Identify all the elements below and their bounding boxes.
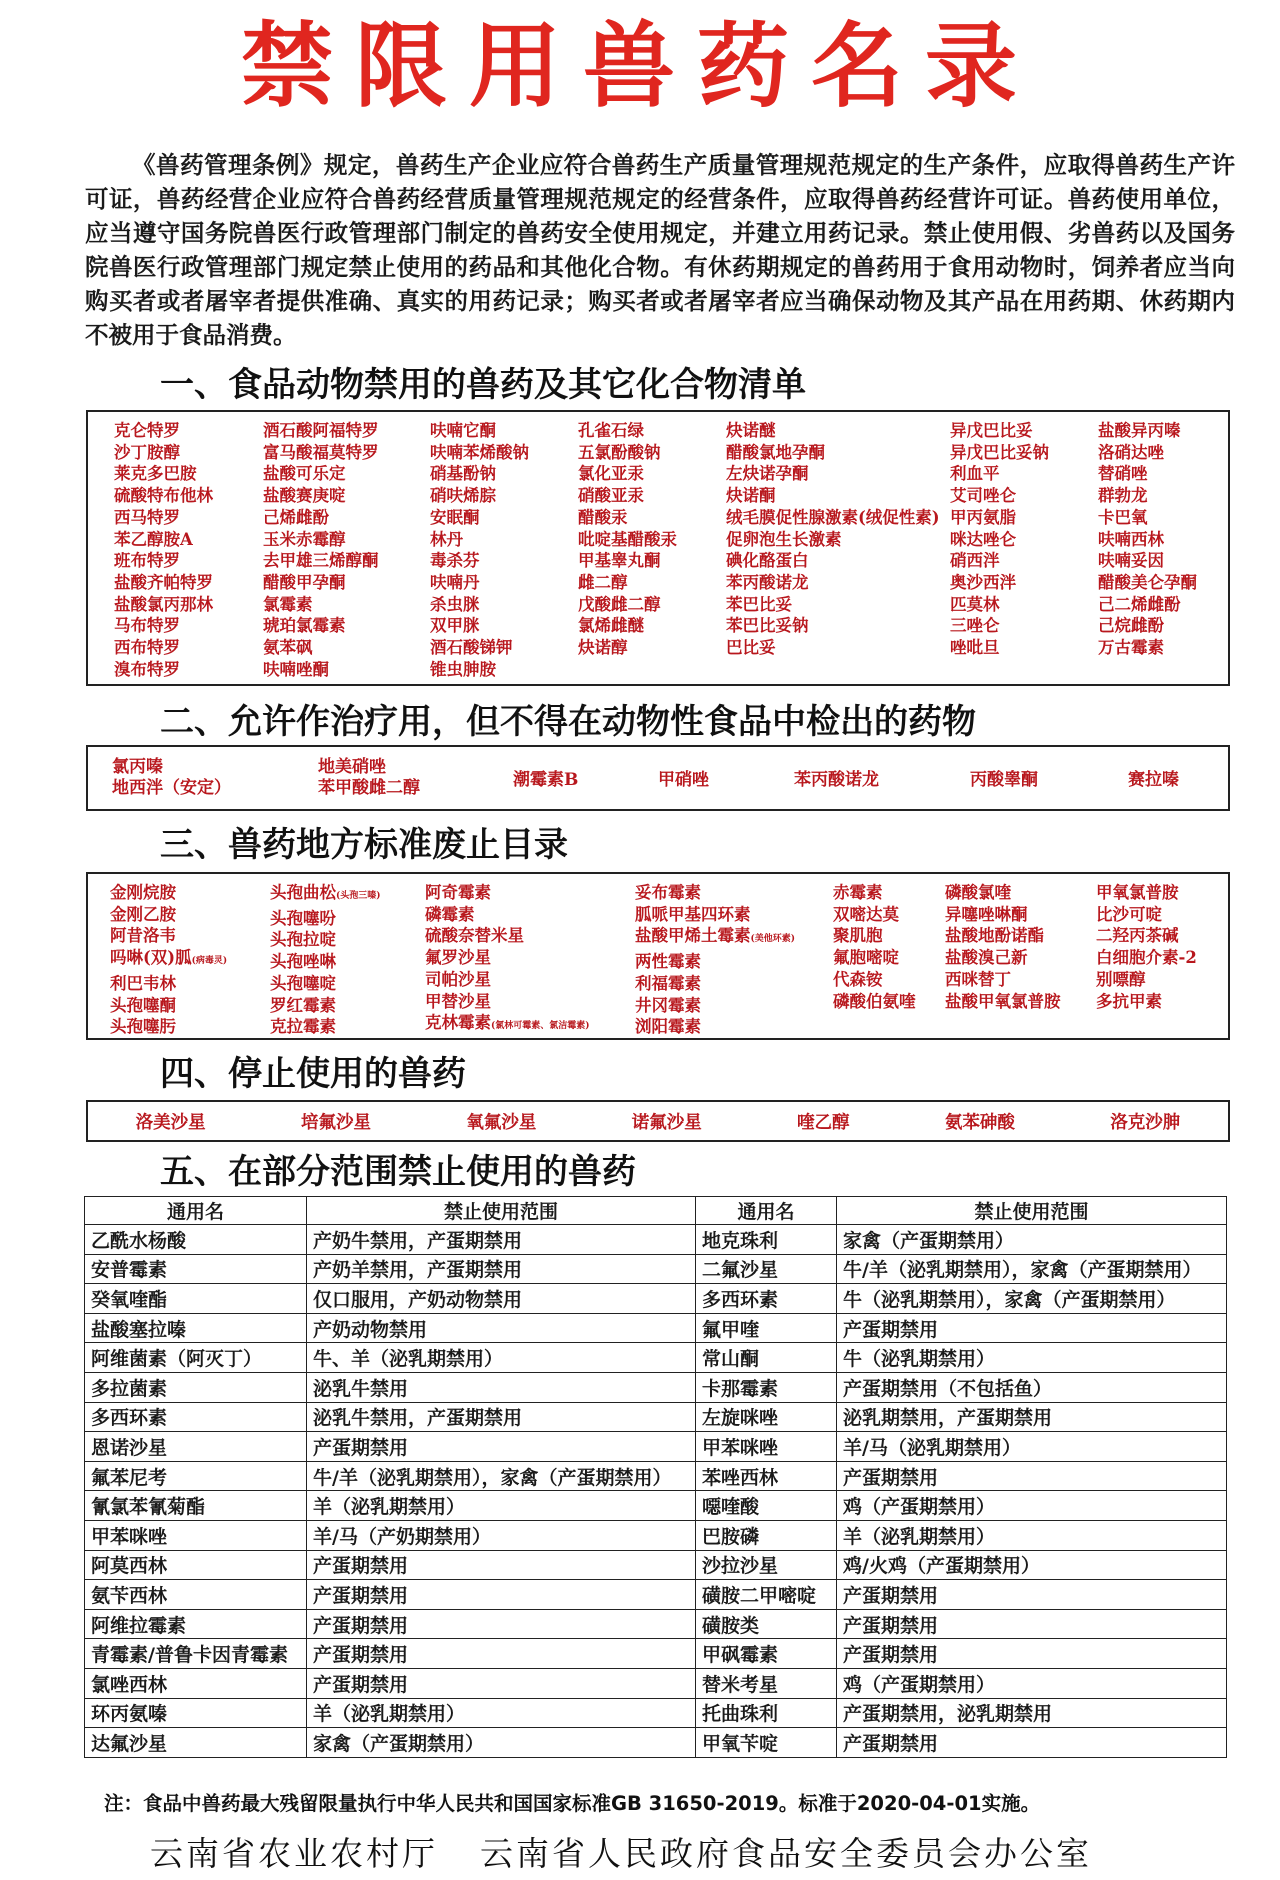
drug-item: 醋酸汞: [578, 507, 628, 527]
drug-item: 甲丙氨脂: [950, 507, 1016, 527]
drug-alias-note: (氯林可霉素、氯洁霉素): [491, 1021, 590, 1032]
drug-item: 盐酸氯丙那林: [114, 594, 213, 614]
drug-item: 盐酸甲烯土霉素(美他环素): [635, 926, 796, 946]
section3-column: [270, 882, 381, 1038]
drug-item: 毒杀芬: [430, 551, 480, 571]
drug-item: 万古霉素: [1098, 638, 1164, 658]
prohibited-scope-cell: 产蛋期禁用: [837, 1580, 1227, 1610]
table-row: [85, 1225, 1227, 1255]
drug-item: 醋酸甲孕酮: [263, 572, 346, 592]
drug-item: 利福霉素: [635, 973, 701, 993]
prohibited-scope-cell: 产奶动物禁用: [307, 1313, 696, 1343]
table-row: [85, 1254, 1227, 1284]
drug-item: 林丹: [430, 529, 463, 549]
drug-name-cell: 噁喹酸: [696, 1491, 837, 1521]
table-row: [85, 1372, 1227, 1402]
prohibited-scope-cell: 家禽（产蛋期禁用）: [307, 1728, 696, 1758]
drug-name-cell: 氟甲喹: [696, 1313, 837, 1343]
drug-item: 吗啉(双)胍(病毒灵): [110, 948, 228, 968]
section3-box: [86, 872, 1230, 1040]
prohibited-scope-cell: 泌乳期禁用，产蛋期禁用: [837, 1402, 1227, 1432]
drug-item: 聚肌胞: [833, 926, 883, 946]
drug-item: 二羟丙茶碱: [1096, 926, 1179, 946]
drug-item: 硝呋烯腙: [430, 486, 496, 506]
footnote: 注：食品中兽药最大残留限量执行中华人民共和国国家标准GB 31650-2019。标准于2020-04-01实施。: [104, 1792, 1041, 1815]
drug-item: 罗红霉素: [270, 995, 336, 1015]
prohibited-scope-cell: 牛、羊（泌乳期禁用）: [307, 1343, 696, 1373]
table-row: [85, 1580, 1227, 1610]
drug-item: 班布特罗: [114, 551, 180, 571]
section2-item: 地西泮（安定）: [112, 778, 231, 798]
drug-alias-note: (美他环素): [750, 934, 796, 945]
section2-item: 甲硝唑: [658, 770, 709, 790]
table-row: [85, 1491, 1227, 1521]
drug-item: 盐酸可乐定: [263, 464, 346, 484]
drug-item: 氨苯砜: [263, 638, 313, 658]
drug-item: 头孢噻啶: [270, 973, 336, 993]
section2-item: 丙酸睾酮: [970, 770, 1038, 790]
drug-item: 氯霉素: [263, 594, 313, 614]
prohibited-scope-cell: 产蛋期禁用: [307, 1432, 696, 1462]
drug-item: 炔诺醇: [578, 638, 628, 658]
section2-item: 潮霉素B: [513, 770, 579, 790]
drug-item: 西咪替丁: [945, 969, 1011, 989]
drug-item: 胍哌甲基四环素: [635, 904, 751, 924]
section4-item: 诺氟沙星: [631, 1112, 702, 1133]
drug-item: 溴布特罗: [114, 659, 180, 679]
drug-item: 杀虫脒: [430, 594, 480, 614]
section2-item: 苯甲酸雌二醇: [318, 778, 420, 798]
section2-heading: 二、允许作治疗用，但不得在动物性食品中检出的药物: [160, 702, 976, 742]
drug-item: 克仑特罗: [114, 421, 180, 440]
drug-item: 盐酸地酚诺酯: [945, 926, 1044, 946]
drug-name-cell: 苯唑西林: [696, 1461, 837, 1491]
drug-item: 硫酸奈替米星: [425, 926, 524, 946]
drug-item: 头孢曲松(头孢三嗪): [270, 883, 381, 902]
section1-heading: 一、食品动物禁用的兽药及其它化合物清单: [160, 365, 806, 405]
drug-item: 呋喃西林: [1098, 529, 1164, 549]
drug-item: 氟罗沙星: [425, 948, 491, 968]
table-row: [85, 1313, 1227, 1343]
drug-item: 西马特罗: [114, 507, 180, 527]
drug-item: 绒毛膜促性腺激素(绒促性素): [726, 507, 940, 527]
section3-column: [945, 882, 1061, 1012]
drug-name-cell: 常山酮: [696, 1343, 837, 1373]
header-prohibited-scope: 禁止使用范围: [837, 1197, 1227, 1225]
drug-item: 多抗甲素: [1096, 991, 1162, 1011]
drug-item: 雌二醇: [578, 572, 628, 592]
drug-item: 安眠酮: [430, 507, 480, 527]
drug-item: 己烷雌酚: [1098, 616, 1164, 636]
header-generic-name: 通用名: [85, 1197, 307, 1225]
intro-paragraph: 《兽药管理条例》规定，兽药生产企业应符合兽药生产质量管理规范规定的生产条件，应取得兽药生产许可证，兽药经营企业应符合兽药经营质量管理规范规定的经营条件，应取得兽药经营许可证。兽药使用单位，应当遵守国务院兽医行政管理部门制定的兽药安全使用规定，并建立用药记录。禁止使用假、劣兽药以及国务院兽医行政管理部门规定禁止使用的药品和其他化合物。有休药期规定的兽药用于食用动物时，饲养者应当向购买者或者屠宰者提供准确、真实的用药记录；购买者或者屠宰者应当确保动物及其产品在用药期、休药期内不被用于食品消费。: [85, 151, 1235, 349]
section4-item: 洛克沙胂: [1110, 1112, 1181, 1133]
drug-item: 替硝唑: [1098, 464, 1148, 484]
drug-item: 盐酸甲氧氯普胺: [945, 991, 1061, 1011]
drug-item: 阿奇霉素: [425, 883, 491, 902]
prohibited-scope-cell: 牛/羊（泌乳期禁用），家禽（产蛋期禁用）: [837, 1254, 1227, 1284]
table-row: [85, 1432, 1227, 1462]
section5-heading: 五、在部分范围禁止使用的兽药: [160, 1152, 636, 1192]
prohibited-scope-cell: 牛/羊（泌乳期禁用），家禽（产蛋期禁用）: [307, 1461, 696, 1491]
drug-item: 去甲雄三烯醇酮: [263, 551, 379, 571]
section3-heading: 三、兽药地方标准废止目录: [160, 825, 568, 865]
drug-item: 浏阳霉素: [635, 1017, 701, 1037]
drug-name-cell: 癸氧喹酯: [85, 1284, 307, 1314]
drug-item: 井冈霉素: [635, 995, 701, 1015]
drug-name-cell: 多西环素: [85, 1402, 307, 1432]
header-prohibited-scope: 禁止使用范围: [307, 1197, 696, 1225]
prohibited-scope-cell: 鸡（产蛋期禁用）: [837, 1491, 1227, 1521]
drug-item: 唑吡旦: [950, 638, 1000, 658]
drug-item: 匹莫林: [950, 594, 1000, 614]
drug-name-cell: 左旋咪唑: [696, 1402, 837, 1432]
drug-item: 盐酸异丙嗪: [1098, 421, 1181, 440]
section3-column: [110, 882, 227, 1038]
drug-item: 比沙可啶: [1096, 904, 1162, 924]
table-row: [85, 1550, 1227, 1580]
drug-name-cell: 二氟沙星: [696, 1254, 837, 1284]
drug-item: 甲替沙星: [425, 991, 491, 1011]
drug-item: 盐酸溴己新: [945, 948, 1028, 968]
prohibited-scope-cell: 牛（泌乳期禁用）: [837, 1343, 1227, 1373]
drug-item: 沙丁胺醇: [114, 442, 180, 462]
section4-item: 氧氟沙星: [466, 1112, 537, 1133]
drug-item: 呋喃它酮: [430, 421, 496, 440]
drug-item: 硝酸亚汞: [578, 486, 644, 506]
prohibited-scope-cell: 羊（泌乳期禁用）: [837, 1520, 1227, 1550]
prohibited-scope-cell: 仅口服用，产奶动物禁用: [307, 1284, 696, 1314]
section3-column: [833, 882, 916, 1012]
drug-item: 艾司唑仑: [950, 486, 1016, 506]
table-row: [85, 1668, 1227, 1698]
section1-column: [950, 420, 1049, 659]
drug-item: 马布特罗: [114, 616, 180, 636]
prohibited-scope-cell: 牛（泌乳期禁用），家禽（产蛋期禁用）: [837, 1284, 1227, 1314]
drug-item: 苯乙醇胺A: [114, 529, 193, 549]
drug-item: 五氯酚酸钠: [578, 442, 661, 462]
drug-item: 咪达唑仑: [950, 529, 1016, 549]
drug-name-cell: 沙拉沙星: [696, 1550, 837, 1580]
section1-box: [86, 410, 1230, 686]
drug-alias-note: (头孢三嗪): [336, 891, 381, 901]
drug-item: 己烯雌酚: [263, 507, 329, 527]
section3-column: [425, 882, 590, 1038]
drug-item: 孔雀石绿: [578, 421, 644, 440]
drug-item: 吡啶基醋酸汞: [578, 529, 677, 549]
drug-item: 硫酸特布他林: [114, 486, 213, 506]
drug-item: 卡巴氧: [1098, 507, 1148, 527]
drug-item: 克林霉素(氯林可霉素、氯洁霉素): [425, 1013, 590, 1033]
prohibited-scope-cell: 产蛋期禁用: [837, 1728, 1227, 1758]
prohibited-scope-cell: 羊（泌乳期禁用）: [307, 1698, 696, 1728]
drug-item: 克拉霉素: [270, 1017, 336, 1037]
section4-item: 喹乙醇: [797, 1112, 850, 1133]
section2-item: 地美硝唑: [318, 757, 386, 777]
drug-item: 头孢噻酮: [110, 995, 176, 1015]
prohibited-scope-cell: 产蛋期禁用: [837, 1313, 1227, 1343]
drug-name-cell: 替米考星: [696, 1668, 837, 1698]
drug-name-cell: 达氟沙星: [85, 1728, 307, 1758]
drug-item: 阿昔洛韦: [110, 926, 176, 946]
table-row: [85, 1639, 1227, 1669]
authority-name: 云南省人民政府食品安全委员会办公室: [480, 1834, 1092, 1873]
drug-item: 利血平: [950, 464, 1000, 484]
prohibited-scope-cell: 产蛋期禁用（不包括鱼）: [837, 1372, 1227, 1402]
drug-name-cell: 甲苯咪唑: [85, 1520, 307, 1550]
drug-name-cell: 磺胺类: [696, 1609, 837, 1639]
prohibited-scope-cell: 泌乳牛禁用: [307, 1372, 696, 1402]
drug-name-cell: 环丙氨嗪: [85, 1698, 307, 1728]
drug-item: 戊酸雌二醇: [578, 594, 661, 614]
drug-item: 奥沙西泮: [950, 572, 1016, 592]
drug-name-cell: 恩诺沙星: [85, 1432, 307, 1462]
prohibited-scope-cell: 产蛋期禁用: [307, 1639, 696, 1669]
drug-name-cell: 托曲珠利: [696, 1698, 837, 1728]
header-generic-name: 通用名: [696, 1197, 837, 1225]
drug-item: 锥虫胂胺: [430, 659, 496, 679]
table-row: [85, 1728, 1227, 1758]
table-header-row: [85, 1197, 1227, 1225]
drug-item: 苯巴比妥: [726, 594, 792, 614]
drug-item: 头孢噻吩: [270, 908, 336, 928]
drug-name-cell: 甲砜霉素: [696, 1639, 837, 1669]
drug-name-cell: 甲苯咪唑: [696, 1432, 837, 1462]
table-row: [85, 1520, 1227, 1550]
drug-name-cell: 多拉菌素: [85, 1372, 307, 1402]
drug-item: 异戊巴比妥钠: [950, 442, 1049, 462]
prohibited-scope-cell: 产蛋期禁用: [837, 1639, 1227, 1669]
drug-item: 硝基酚钠: [430, 464, 496, 484]
drug-item: 呋喃苯烯酸钠: [430, 442, 529, 462]
section2-item: 氯丙嗪: [112, 757, 163, 777]
drug-item: 琥珀氯霉素: [263, 616, 346, 636]
drug-name-cell: 阿维拉霉素: [85, 1609, 307, 1639]
drug-item: 氯化亚汞: [578, 464, 644, 484]
section4-box: [86, 1100, 1230, 1142]
drug-item: 酒石酸锑钾: [430, 638, 513, 658]
drug-item: 洛硝达唑: [1098, 442, 1164, 462]
prohibited-scope-cell: 鸡/火鸡（产蛋期禁用）: [837, 1550, 1227, 1580]
drug-item: 硝西泮: [950, 551, 1000, 571]
drug-item: 妥布霉素: [635, 883, 701, 902]
drug-name-cell: 乙酰水杨酸: [85, 1225, 307, 1255]
drug-name-cell: 多西环素: [696, 1284, 837, 1314]
drug-item: 氯烯雌醚: [578, 616, 644, 636]
drug-item: 异戊巴比妥: [950, 421, 1033, 440]
drug-item: 巴比妥: [726, 638, 776, 658]
section3-column: [635, 882, 795, 1038]
drug-name-cell: 阿维菌素（阿灭丁）: [85, 1343, 307, 1373]
drug-name-cell: 阿莫西林: [85, 1550, 307, 1580]
drug-name-cell: 地克珠利: [696, 1225, 837, 1255]
prohibited-scope-cell: 家禽（产蛋期禁用）: [837, 1225, 1227, 1255]
section3-column: [1096, 882, 1197, 1012]
restricted-use-table: [84, 1196, 1227, 1758]
drug-name-cell: 安普霉素: [85, 1254, 307, 1284]
table-row: [85, 1402, 1227, 1432]
drug-name-cell: 巴胺磷: [696, 1520, 837, 1550]
table-row: [85, 1698, 1227, 1728]
drug-item: 西布特罗: [114, 638, 180, 658]
drug-item: 苯巴比妥钠: [726, 616, 809, 636]
section2-item: 赛拉嗪: [1128, 770, 1179, 790]
drug-item: 呋喃丹: [430, 572, 480, 592]
prohibited-scope-cell: 产蛋期禁用: [837, 1461, 1227, 1491]
section2-box: [86, 745, 1230, 811]
prohibited-scope-cell: 羊（泌乳期禁用）: [307, 1491, 696, 1521]
drug-item: 醋酸氯地孕酮: [726, 442, 825, 462]
drug-item: 玉米赤霉醇: [263, 529, 346, 549]
drug-item: 三唑仑: [950, 616, 1000, 636]
drug-item: 异噻唑啉酮: [945, 904, 1028, 924]
drug-name-cell: 青霉素/普鲁卡因青霉素: [85, 1639, 307, 1669]
prohibited-scope-cell: 产蛋期禁用: [837, 1609, 1227, 1639]
prohibited-scope-cell: 产奶牛禁用，产蛋期禁用: [307, 1225, 696, 1255]
table-row: [85, 1284, 1227, 1314]
drug-item: 两性霉素: [635, 952, 701, 972]
drug-item: 磷酸伯氨喹: [833, 991, 916, 1011]
page-title: 禁限用兽药名录: [240, 13, 1039, 120]
table-row: [85, 1461, 1227, 1491]
drug-item: 头孢唑啉: [270, 952, 336, 972]
drug-item: 白细胞介素-2: [1096, 948, 1197, 968]
section2-item: 苯丙酸诺龙: [794, 770, 879, 790]
prohibited-scope-cell: 鸡（产蛋期禁用）: [837, 1668, 1227, 1698]
section4-heading: 四、停止使用的兽药: [160, 1054, 466, 1094]
drug-item: 群勃龙: [1098, 486, 1148, 506]
drug-item: 碘化酪蛋白: [726, 551, 809, 571]
prohibited-scope-cell: 羊/马（产奶期禁用）: [307, 1520, 696, 1550]
prohibited-scope-cell: 泌乳牛禁用，产蛋期禁用: [307, 1402, 696, 1432]
drug-name-cell: 氰氯苯氰菊酯: [85, 1491, 307, 1521]
prohibited-scope-cell: 产蛋期禁用: [307, 1550, 696, 1580]
section1-column: [114, 420, 213, 680]
prohibited-scope-cell: 产蛋期禁用: [307, 1609, 696, 1639]
drug-alias-note: (病毒灵): [191, 956, 228, 967]
issuing-authorities: [150, 1828, 1250, 1875]
section1-column: [1098, 420, 1197, 659]
prohibited-scope-cell: 产蛋期禁用，泌乳期禁用: [837, 1698, 1227, 1728]
drug-name-cell: 卡那霉素: [696, 1372, 837, 1402]
drug-item: 利巴韦林: [110, 973, 176, 993]
drug-item: 双甲脒: [430, 616, 480, 636]
drug-item: 醋酸美仑孕酮: [1098, 572, 1197, 592]
drug-item: 赤霉素: [833, 883, 883, 902]
drug-item: 金刚乙胺: [110, 904, 176, 924]
drug-item: 呋喃妥因: [1098, 551, 1164, 571]
drug-item: 头孢拉啶: [270, 930, 336, 950]
section1-column: [578, 420, 677, 659]
section4-item: 氨苯砷酸: [944, 1112, 1015, 1133]
drug-item: 酒石酸阿福特罗: [263, 421, 379, 440]
drug-item: 头孢噻肟: [110, 1017, 176, 1037]
prohibited-scope-cell: 产奶羊禁用，产蛋期禁用: [307, 1254, 696, 1284]
section1-column: [726, 420, 940, 659]
drug-item: 司帕沙星: [425, 969, 491, 989]
drug-name-cell: 磺胺二甲嘧啶: [696, 1580, 837, 1610]
drug-item: 炔诺酮: [726, 486, 776, 506]
table-row: [85, 1343, 1227, 1373]
section4-item: 培氟沙星: [301, 1112, 372, 1133]
drug-item: 炔诺醚: [726, 421, 776, 440]
drug-item: 己二烯雌酚: [1098, 594, 1181, 614]
drug-item: 代森铵: [833, 969, 883, 989]
drug-item: 左炔诺孕酮: [726, 464, 809, 484]
section1-column: [430, 420, 529, 680]
drug-name-cell: 氨苄西林: [85, 1580, 307, 1610]
prohibited-scope-cell: 产蛋期禁用: [307, 1580, 696, 1610]
prohibited-scope-cell: 产蛋期禁用: [307, 1668, 696, 1698]
section4-item: 洛美沙星: [135, 1112, 206, 1133]
drug-name-cell: 盐酸塞拉嗪: [85, 1313, 307, 1343]
drug-item: 氟胞嘧啶: [833, 948, 899, 968]
drug-item: 盐酸赛庚啶: [263, 486, 346, 506]
drug-item: 苯丙酸诺龙: [726, 572, 809, 592]
drug-item: 甲基睾丸酮: [578, 551, 661, 571]
drug-item: 促卵泡生长激素: [726, 529, 842, 549]
drug-name-cell: 氯唑西林: [85, 1668, 307, 1698]
authority-name: 云南省农业农村厅: [150, 1834, 438, 1873]
drug-item: 双嘧达莫: [833, 904, 899, 924]
drug-item: 呋喃唑酮: [263, 659, 329, 679]
drug-item: 盐酸齐帕特罗: [114, 572, 213, 592]
drug-item: 磷酸氯喹: [945, 883, 1011, 902]
drug-item: 甲氧氯普胺: [1096, 883, 1179, 902]
drug-name-cell: 甲氧苄啶: [696, 1728, 837, 1758]
drug-item: 别嘌醇: [1096, 969, 1146, 989]
drug-item: 磷霉素: [425, 904, 475, 924]
drug-name-cell: 氟苯尼考: [85, 1461, 307, 1491]
prohibited-scope-cell: 羊/马（泌乳期禁用）: [837, 1432, 1227, 1462]
table-row: [85, 1609, 1227, 1639]
drug-item: 莱克多巴胺: [114, 464, 197, 484]
section1-column: [263, 420, 379, 680]
drug-item: 金刚烷胺: [110, 883, 176, 902]
drug-item: 富马酸福莫特罗: [263, 442, 379, 462]
